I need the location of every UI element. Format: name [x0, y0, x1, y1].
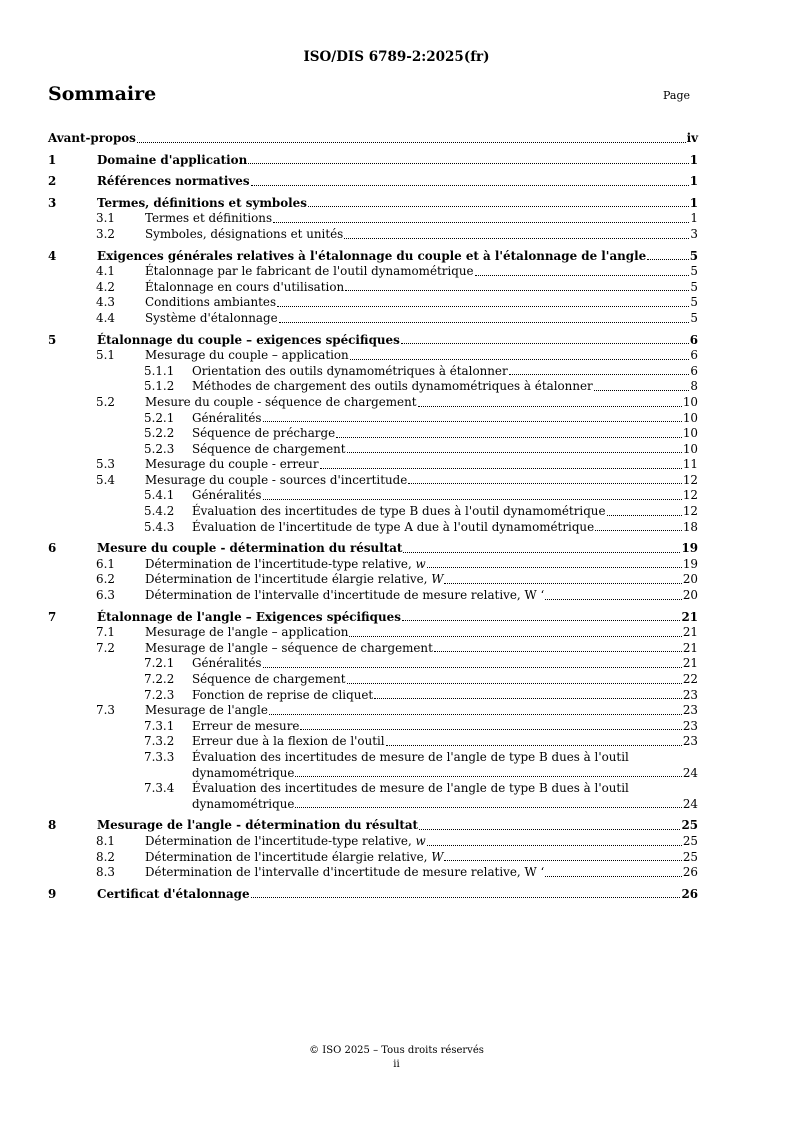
toc-entry-label-text: Références normatives	[97, 174, 250, 189]
toc-entry-page: 8	[690, 379, 698, 394]
toc-entry-page: 5	[690, 295, 698, 310]
toc-leader-dots	[248, 163, 688, 164]
toc-entry-page: 18	[682, 519, 698, 534]
toc-entry-label-text: Fonction de reprise de cliquet	[192, 687, 374, 702]
toc-entry-label	[192, 734, 385, 750]
toc-entry-label-text: Termes et définitions	[145, 211, 273, 226]
toc-entry[interactable]	[48, 625, 698, 641]
toc-entry-page: 1	[689, 152, 698, 167]
toc-entry-page: 21	[682, 640, 698, 655]
toc-entry-number: 6.3	[96, 588, 115, 603]
toc-entry-label	[145, 588, 544, 604]
toc-entry-label-text: Mesurage du couple - sources d'incertitude	[145, 472, 408, 487]
toc-entry[interactable]	[48, 688, 698, 704]
toc-entry-label-text: Séquence de chargement	[192, 441, 346, 456]
toc-entry-page: 1	[690, 211, 698, 226]
toc-entry-label	[192, 411, 262, 427]
toc-entry-label-text: Détermination de l'intervalle d'incertitude de mesure relative, W ‘	[145, 588, 545, 603]
toc-entry-number: 5.1.2	[144, 379, 175, 394]
toc-entry-label	[97, 249, 646, 265]
toc-leader-dots	[269, 714, 682, 715]
toc-entry[interactable]	[48, 364, 698, 380]
toc-entry-number: 5.2	[96, 394, 115, 409]
toc-entry-page: 25	[682, 849, 698, 864]
toc-entry[interactable]	[48, 588, 698, 604]
toc-entry-label-text: Étalonnage en cours d'utilisation	[145, 279, 345, 294]
toc-entry-label-text: Méthodes de chargement des outils dynamométriques à étalonner	[192, 379, 593, 394]
toc-entry-label	[145, 572, 443, 588]
toc-entry-label-text: dynamométrique	[192, 796, 295, 811]
toc-entry[interactable]	[48, 311, 698, 327]
toc-entry-label	[192, 379, 593, 395]
toc-entry-label-text: Mesurage de l'angle	[145, 703, 268, 718]
toc-leader-dots	[444, 583, 681, 584]
toc-entry-page: 25	[681, 818, 698, 833]
toc-entry-label	[145, 348, 349, 364]
toc-entry-label-text: Symboles, désignations et unités	[145, 226, 344, 241]
toc-entry-page: 21	[682, 625, 698, 640]
toc-entry-label	[192, 797, 294, 813]
toc-entry-number: 1	[48, 152, 57, 167]
toc-entry-page: 26	[682, 865, 698, 880]
toc-entry-number: 5.4.2	[144, 504, 175, 519]
toc-entry-label	[97, 610, 401, 626]
toc-entry[interactable]	[48, 610, 698, 626]
toc-leader-dots	[545, 599, 682, 600]
toc-leader-dots	[279, 322, 690, 323]
toc-entry-number: 7.3.4	[144, 781, 175, 796]
toc-entry[interactable]	[48, 818, 698, 834]
toc-entry[interactable]	[48, 395, 698, 411]
toc-entry-label-line: Évaluation des incertitudes de mesure de l'angle de type B dues à l'outil	[192, 749, 629, 764]
toc-entry-page: 6	[689, 332, 698, 347]
toc-entry[interactable]	[48, 442, 698, 458]
toc-entry[interactable]	[48, 473, 698, 489]
toc-entry-label	[97, 818, 418, 834]
toc-entry-symbol: w	[415, 556, 426, 571]
toc-entry[interactable]	[48, 488, 698, 504]
toc-entry-page: 6	[690, 348, 698, 363]
toc-entry-page: 12	[682, 504, 698, 519]
toc-entry-label-text: Orientation des outils dynamométriques à étalonner	[192, 363, 508, 378]
toc-leader-dots	[386, 745, 682, 746]
toc-entry-label	[145, 834, 426, 850]
toc-leader-dots	[402, 620, 681, 621]
toc-entry[interactable]	[48, 264, 698, 280]
toc-entry-label-text: Erreur de mesure	[192, 718, 300, 733]
toc-entry-page: 19	[681, 541, 698, 556]
toc-leader-dots	[401, 343, 689, 344]
toc-entry-label-text: Mesurage de l'angle - détermination du résultat	[97, 818, 419, 833]
toc-entry-number: 5.2.3	[144, 441, 175, 456]
toc-entry[interactable]	[48, 557, 698, 573]
page-title: Sommaire	[48, 83, 157, 105]
toc-entry-page: 10	[682, 426, 698, 441]
toc-leader-dots	[320, 468, 682, 469]
toc-leader-dots	[263, 667, 682, 668]
toc-entry-page: 23	[682, 734, 698, 749]
toc-entry-number: 5.4.1	[144, 488, 175, 503]
page-number: ii	[393, 1059, 400, 1070]
toc-leader-dots	[418, 406, 682, 407]
toc-leader-dots	[647, 259, 689, 260]
toc-entry-number: 4	[48, 248, 57, 263]
toc-entry-label	[145, 264, 474, 280]
toc-entry-label-text: Détermination de l'incertitude élargie relative,	[145, 849, 432, 864]
toc-entry-label-text: Conditions ambiantes	[145, 295, 277, 310]
toc-entry-label-text: Détermination de l'incertitude-type relative,	[145, 556, 416, 571]
toc-entry[interactable]	[48, 703, 698, 719]
toc-entry-number: 7.1	[96, 625, 115, 640]
toc-entry-label-text: Évaluation de l'incertitude de type A due à l'outil dynamométrique	[192, 519, 595, 534]
toc-entry-page: iv	[686, 131, 698, 145]
toc-leader-dots	[295, 807, 681, 808]
toc-entry-page: 23	[682, 687, 698, 702]
toc-entry[interactable]	[48, 249, 698, 265]
toc-entry-number: 5.4.3	[144, 519, 175, 534]
toc-entry-label	[145, 473, 407, 489]
toc-entry[interactable]	[48, 333, 698, 349]
table-of-contents	[48, 131, 698, 902]
toc-entry-label	[145, 280, 344, 296]
toc-entry-label-line: Évaluation des incertitudes de mesure de l'angle de type B dues à l'outil	[192, 781, 629, 796]
toc-entry-label	[145, 457, 319, 473]
toc-entry[interactable]	[48, 196, 698, 212]
toc-leader-dots	[347, 683, 682, 684]
toc-entry-label	[48, 131, 136, 147]
toc-entry-label-text: Détermination de l'incertitude-type relative,	[145, 833, 416, 848]
toc-entry-number: 7.3.1	[144, 718, 175, 733]
toc-entry-label-text: Étalonnage du couple – exigences spécifiques	[97, 332, 400, 347]
toc-entry-number: 4.1	[96, 264, 115, 279]
toc-leader-dots	[295, 776, 681, 777]
toc-entry-page: 21	[682, 656, 698, 671]
toc-entry-label-text: Exigences générales relatives à l'étalonnage du couple et à l'étalonnage de l'angle	[97, 248, 647, 263]
toc-entry-page: 1	[689, 174, 698, 189]
toc-leader-dots	[475, 275, 690, 276]
toc-entry[interactable]	[48, 672, 698, 688]
toc-entry[interactable]	[48, 131, 698, 147]
toc-entry-page: 5	[689, 248, 698, 263]
toc-leader-dots	[408, 483, 682, 484]
toc-leader-dots	[434, 651, 682, 652]
toc-entry-page: 12	[682, 488, 698, 503]
toc-entry[interactable]	[48, 750, 698, 781]
toc-entry-number: 3.1	[96, 211, 115, 226]
toc-entry[interactable]	[48, 153, 698, 169]
toc-entry-label	[145, 227, 343, 243]
toc-entry-label-text: Mesurage de l'angle – application	[145, 625, 349, 640]
toc-entry-page: 11	[682, 457, 698, 472]
toc-leader-dots	[545, 876, 682, 877]
toc-entry-number: 7.3	[96, 703, 115, 718]
toc-entry-number: 8.1	[96, 833, 115, 848]
toc-leader-dots	[419, 829, 680, 830]
toc-leader-dots	[509, 374, 690, 375]
toc-leader-dots	[137, 142, 686, 143]
toc-entry-label-text: Certificat d'étalonnage	[97, 886, 250, 901]
toc-entry-page: 19	[682, 556, 698, 571]
toc-entry-page: 23	[682, 703, 698, 718]
toc-entry-label	[145, 703, 268, 719]
toc-entry-label-text: Domaine d'application	[97, 152, 248, 167]
toc-entry-page: 3	[690, 226, 698, 241]
toc-entry-number: 9	[48, 886, 57, 901]
toc-entry-number: 8	[48, 818, 57, 833]
toc-entry-label	[145, 625, 348, 641]
toc-entry-number: 5	[48, 332, 57, 347]
toc-entry[interactable]	[48, 348, 698, 364]
toc-entry-label	[145, 395, 417, 411]
toc-entry-number: 7.3.2	[144, 734, 175, 749]
toc-leader-dots	[427, 567, 682, 568]
toc-entry[interactable]	[48, 295, 698, 311]
toc-entry-label-text: Termes, définitions et symboles	[97, 195, 307, 210]
toc-entry-label	[192, 426, 335, 442]
toc-entry[interactable]	[48, 504, 698, 520]
toc-leader-dots	[607, 515, 682, 516]
toc-entry-number: 7.3.3	[144, 749, 175, 764]
toc-entry-label-text: Détermination de l'incertitude élargie relative,	[145, 572, 432, 587]
toc-entry-number: 6.2	[96, 572, 115, 587]
toc-entry[interactable]	[48, 850, 698, 866]
toc-entry-label	[145, 557, 426, 573]
copyright-notice: © ISO 2025 – Tous droits réservés	[309, 1045, 484, 1056]
toc-entry-number: 3	[48, 195, 57, 210]
toc-entry-page: 20	[682, 572, 698, 587]
toc-entry-label-text: Détermination de l'intervalle d'incertitude de mesure relative, W ‘	[145, 865, 545, 880]
toc-entry-page: 12	[682, 472, 698, 487]
toc-entry-label-text: Étalonnage par le fabricant de l'outil dynamométrique	[145, 264, 474, 279]
toc-entry-label	[192, 656, 262, 672]
toc-leader-dots	[251, 897, 681, 898]
toc-leader-dots	[347, 452, 682, 453]
toc-entry-page: 5	[690, 264, 698, 279]
toc-entry-label-text: Mesurage du couple – application	[145, 348, 349, 363]
toc-entry-label	[192, 719, 299, 735]
toc-entry-number: 5.1.1	[144, 363, 175, 378]
toc-entry[interactable]	[48, 426, 698, 442]
toc-entry-label-text: Mesurage de l'angle – séquence de chargement	[145, 640, 433, 655]
toc-entry-label	[192, 672, 346, 688]
toc-entry-number: 7	[48, 609, 57, 624]
toc-entry-symbol: W	[431, 849, 444, 864]
toc-entry-number: 5.1	[96, 348, 115, 363]
toc-entry-label	[97, 153, 247, 169]
toc-entry[interactable]	[48, 411, 698, 427]
toc-entry-number: 4.4	[96, 310, 115, 325]
toc-entry[interactable]	[48, 211, 698, 227]
toc-entry[interactable]	[48, 280, 698, 296]
page-column-label: Page	[663, 89, 691, 102]
toc-entry-page: 5	[690, 279, 698, 294]
toc-entry-page: 26	[681, 886, 698, 901]
toc-entry-label	[192, 488, 262, 504]
toc-entry[interactable]	[48, 865, 698, 881]
toc-entry-page: 20	[682, 588, 698, 603]
toc-entry-label	[97, 541, 402, 557]
toc-entry-number: 7.2.3	[144, 687, 175, 702]
toc-leader-dots	[345, 290, 689, 291]
toc-leader-dots	[263, 499, 682, 500]
toc-entry-label-text: Séquence de chargement	[192, 672, 346, 686]
toc-leader-dots	[595, 530, 682, 531]
toc-entry-label	[97, 174, 250, 190]
toc-entry-label	[192, 504, 606, 520]
toc-entry-label-text: Mesure du couple - détermination du résultat	[97, 541, 403, 556]
toc-entry-label-text: Généralités	[192, 656, 262, 671]
toc-leader-dots	[344, 238, 689, 239]
toc-entry-label-text: Erreur due à la flexion de l'outil	[192, 734, 385, 749]
toc-entry-label	[145, 865, 544, 881]
toc-entry-page: 21	[681, 609, 698, 624]
toc-entry-label	[145, 295, 276, 311]
toc-entry[interactable]	[48, 572, 698, 588]
toc-leader-dots	[594, 390, 690, 391]
toc-leader-dots	[403, 552, 680, 553]
toc-entry-page: 10	[682, 441, 698, 456]
toc-entry-label-text: Généralités	[192, 410, 262, 425]
toc-entry[interactable]	[48, 457, 698, 473]
toc-entry-label-text: Étalonnage de l'angle – Exigences spécifiques	[97, 609, 401, 624]
toc-entry-label	[192, 688, 373, 704]
toc-entry[interactable]	[48, 781, 698, 812]
toc-entry-page: 23	[682, 718, 698, 733]
toc-entry-number: 5.2.2	[144, 426, 175, 441]
toc-entry-page: 24	[682, 796, 698, 811]
toc-leader-dots	[349, 636, 681, 637]
toc-entry-label-text: Avant-propos	[48, 131, 136, 145]
toc-entry-page: 6	[690, 363, 698, 378]
toc-entry-label	[145, 850, 443, 866]
toc-entry-number: 4.3	[96, 295, 115, 310]
toc-entry-number: 3.2	[96, 226, 115, 241]
toc-entry-number: 5.2.1	[144, 410, 175, 425]
toc-leader-dots	[308, 206, 689, 207]
toc-entry-label-text: Système d'étalonnage	[145, 310, 278, 325]
toc-entry-label	[192, 442, 346, 458]
toc-entry[interactable]	[48, 379, 698, 395]
toc-entry-number: 7.2.2	[144, 672, 175, 686]
toc-entry-number: 6	[48, 541, 57, 556]
toc-entry-label-text: Généralités	[192, 488, 262, 503]
toc-entry-label-text: Mesurage du couple - erreur	[145, 457, 319, 472]
toc-entry-page: 22	[682, 672, 698, 686]
toc-leader-dots	[427, 845, 682, 846]
toc-entry-label	[192, 520, 594, 536]
toc-entry[interactable]	[48, 174, 698, 190]
toc-entry-page: 1	[689, 195, 698, 210]
toc-entry-label-text: Mesure du couple - séquence de chargement	[145, 394, 417, 409]
toc-leader-dots	[350, 359, 690, 360]
toc-entry-symbol: W	[431, 572, 444, 587]
toc-entry-label	[192, 364, 508, 380]
toc-entry-label	[192, 766, 294, 782]
toc-entry-page: 10	[682, 410, 698, 425]
toc-entry[interactable]	[48, 520, 698, 536]
toc-leader-dots	[444, 860, 681, 861]
toc-entry-page: 10	[682, 394, 698, 409]
toc-entry-number: 4.2	[96, 279, 115, 294]
toc-entry-number: 7.2.1	[144, 656, 175, 671]
document-header: ISO/DIS 6789-2:2025(fr)	[303, 49, 490, 65]
toc-entry-number: 8.3	[96, 865, 115, 880]
toc-leader-dots	[263, 421, 682, 422]
toc-entry[interactable]	[48, 734, 698, 750]
toc-entry-label-text: Évaluation des incertitudes de type B dues à l'outil dynamométrique	[192, 504, 606, 519]
toc-entry-page: 24	[682, 765, 698, 780]
toc-entry-number: 8.2	[96, 849, 115, 864]
toc-entry-symbol: w	[415, 833, 426, 848]
toc-entry-page: 5	[690, 310, 698, 325]
toc-leader-dots	[251, 185, 689, 186]
toc-entry[interactable]	[48, 656, 698, 672]
toc-leader-dots	[336, 437, 682, 438]
toc-entry-label-text: Séquence de précharge	[192, 426, 336, 441]
toc-entry-number: 7.2	[96, 640, 115, 655]
toc-entry-number: 5.4	[96, 472, 115, 487]
toc-entry[interactable]	[48, 641, 698, 657]
toc-entry-page: 25	[682, 833, 698, 848]
toc-entry-label-text: dynamométrique	[192, 765, 295, 780]
toc-leader-dots	[374, 698, 682, 699]
page-footer	[0, 1044, 793, 1072]
toc-leader-dots	[300, 729, 681, 730]
toc-entry-number: 5.3	[96, 457, 115, 472]
toc-entry-label	[145, 641, 433, 657]
toc-entry[interactable]	[48, 227, 698, 243]
toc-entry[interactable]	[48, 887, 698, 903]
toc-entry-label	[97, 196, 307, 212]
toc-entry-label	[97, 887, 250, 903]
toc-entry-label	[97, 333, 400, 349]
toc-entry-label	[145, 211, 272, 227]
toc-entry[interactable]	[48, 719, 698, 735]
toc-leader-dots	[273, 222, 689, 223]
toc-entry[interactable]	[48, 541, 698, 557]
toc-entry-label	[145, 311, 278, 327]
toc-entry-number: 6.1	[96, 556, 115, 571]
toc-entry[interactable]	[48, 834, 698, 850]
toc-leader-dots	[277, 306, 689, 307]
toc-entry-number: 2	[48, 174, 57, 189]
